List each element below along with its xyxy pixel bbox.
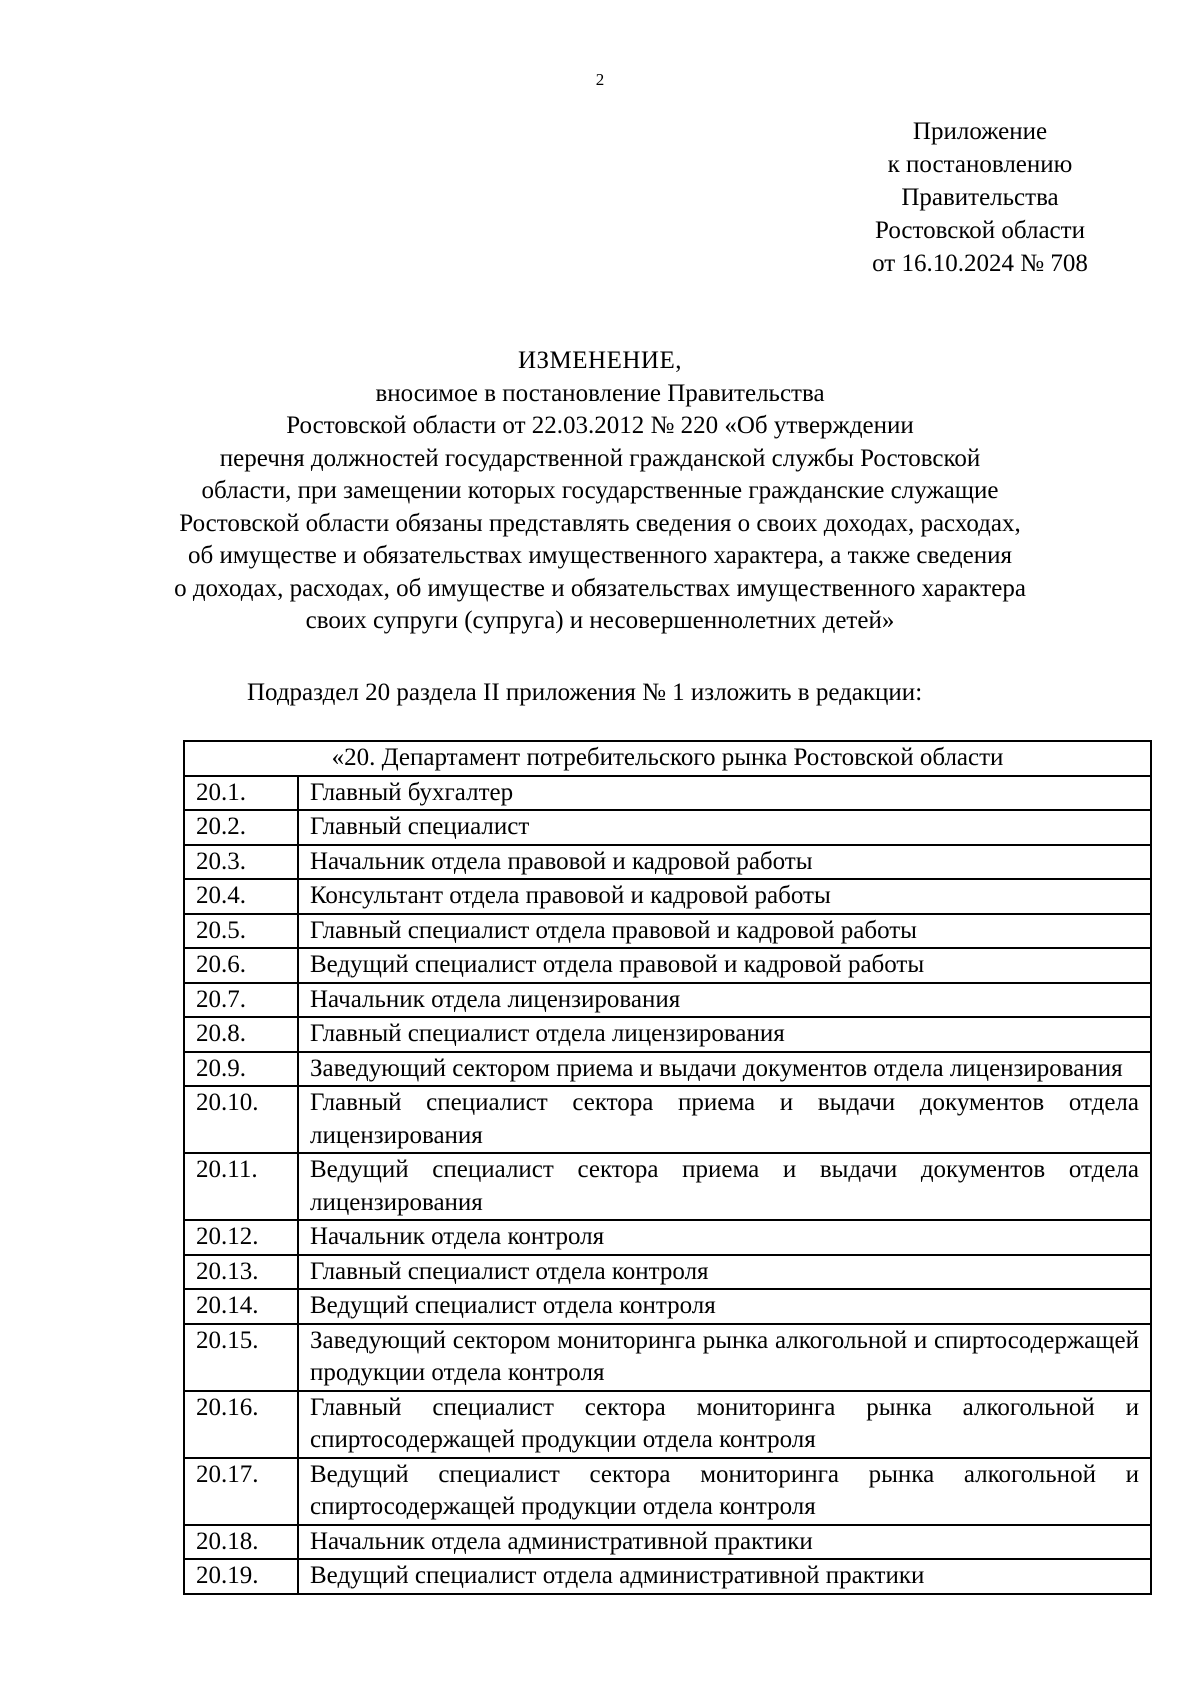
positions-table	[183, 740, 1152, 1595]
title-line: перечня должностей государственной гражданской службы Ростовской	[219, 444, 981, 472]
row-position: Заведующий сектором приема и выдачи документов отдела лицензирования	[298, 1052, 1151, 1087]
appendix-header	[820, 115, 1140, 280]
table-row	[184, 948, 1151, 983]
title-line: об имуществе и обязательствах имущественного характера, а также сведения	[187, 542, 1013, 569]
table-row	[184, 1559, 1151, 1594]
table-row	[184, 810, 1151, 845]
row-number: 20.19.	[184, 1559, 298, 1594]
table-row	[184, 1086, 1151, 1153]
row-position: Начальник отдела контроля	[298, 1220, 1151, 1255]
appendix-line: от 16.10.2024 № 708	[872, 250, 1088, 277]
table-row	[184, 1017, 1151, 1052]
appendix-line: Правительства	[901, 184, 1059, 211]
table-row	[184, 879, 1151, 914]
row-number: 20.8.	[184, 1017, 298, 1052]
title-line: области, при замещении которых государственные гражданские служащие	[201, 477, 999, 504]
table-row	[184, 1289, 1151, 1324]
row-number: 20.2.	[184, 810, 298, 845]
row-position: Ведущий специалист отдела административной практики	[298, 1559, 1151, 1594]
row-position: Главный специалист сектора приема и выдачи документов отдела лицензирования	[298, 1086, 1151, 1153]
row-position: Консультант отдела правовой и кадровой работы	[298, 879, 1151, 914]
department-header: «20. Департамент потребительского рынка Ростовской области	[184, 741, 1151, 776]
instruction-text: Подраздел 20 раздела II приложения № 1 изложить в редакции:	[247, 679, 923, 706]
row-position: Главный специалист отдела контроля	[298, 1255, 1151, 1290]
row-number: 20.7.	[184, 983, 298, 1018]
document-title	[150, 345, 1050, 638]
row-number: 20.17.	[184, 1458, 298, 1525]
table-row	[184, 1153, 1151, 1220]
row-number: 20.6.	[184, 948, 298, 983]
table-row	[184, 914, 1151, 949]
appendix-line: Ростовской области	[875, 217, 1085, 244]
row-number: 20.11.	[184, 1153, 298, 1220]
table-row	[184, 1255, 1151, 1290]
page-number: 2	[595, 70, 605, 89]
row-number: 20.15.	[184, 1324, 298, 1391]
row-number: 20.4.	[184, 879, 298, 914]
table-row	[184, 983, 1151, 1018]
appendix-line: Приложение	[912, 118, 1048, 145]
row-position: Главный бухгалтер	[298, 776, 1151, 811]
row-number: 20.3.	[184, 845, 298, 880]
row-position: Главный специалист отдела лицензирования	[298, 1017, 1151, 1052]
row-position: Главный специалист	[298, 810, 1151, 845]
row-number: 20.10.	[184, 1086, 298, 1153]
row-number: 20.14.	[184, 1289, 298, 1324]
title-heading: ИЗМЕНЕНИЕ,	[517, 347, 683, 374]
title-line: Ростовской области обязаны представлять сведения о своих доходах, расходах,	[179, 509, 1021, 537]
row-number: 20.5.	[184, 914, 298, 949]
row-position: Главный специалист сектора мониторинга рынка алкогольной и спиртосодержащей продукции отдела контроля	[298, 1391, 1151, 1458]
table-row	[184, 1052, 1151, 1087]
title-line: Ростовской области от 22.03.2012 № 220 «Об утверждении	[286, 412, 914, 439]
table-row	[184, 776, 1151, 811]
appendix-line: к постановлению	[887, 151, 1073, 178]
row-position: Ведущий специалист сектора приема и выдачи документов отдела лицензирования	[298, 1153, 1151, 1220]
row-position: Ведущий специалист сектора мониторинга рынка алкогольной и спиртосодержащей продукции отдела контроля	[298, 1458, 1151, 1525]
row-position: Начальник отдела лицензирования	[298, 983, 1151, 1018]
table-row	[184, 1391, 1151, 1458]
row-position: Начальник отдела правовой и кадровой работы	[298, 845, 1151, 880]
department-row	[184, 741, 1151, 776]
table-row	[184, 1525, 1151, 1560]
row-number: 20.18.	[184, 1525, 298, 1560]
title-line: о доходах, расходах, об имуществе и обязательствах имущественного характера	[174, 574, 1026, 602]
row-number: 20.16.	[184, 1391, 298, 1458]
row-number: 20.12.	[184, 1220, 298, 1255]
row-position: Ведущий специалист отдела правовой и кадровой работы	[298, 948, 1151, 983]
table-row	[184, 845, 1151, 880]
table-row	[184, 1324, 1151, 1391]
table-row	[184, 1458, 1151, 1525]
row-position: Главный специалист отдела правовой и кадровой работы	[298, 914, 1151, 949]
row-position: Ведущий специалист отдела контроля	[298, 1289, 1151, 1324]
title-line: вносимое в постановление Правительства	[375, 379, 825, 407]
row-position: Заведующий сектором мониторинга рынка алкогольной и спиртосодержащей продукции отдела контроля	[298, 1324, 1151, 1391]
row-number: 20.13.	[184, 1255, 298, 1290]
row-number: 20.1.	[184, 776, 298, 811]
title-line: своих супруги (супруга) и несовершеннолетних детей»	[305, 607, 895, 634]
table-row	[184, 1220, 1151, 1255]
row-position: Начальник отдела административной практики	[298, 1525, 1151, 1560]
row-number: 20.9.	[184, 1052, 298, 1087]
